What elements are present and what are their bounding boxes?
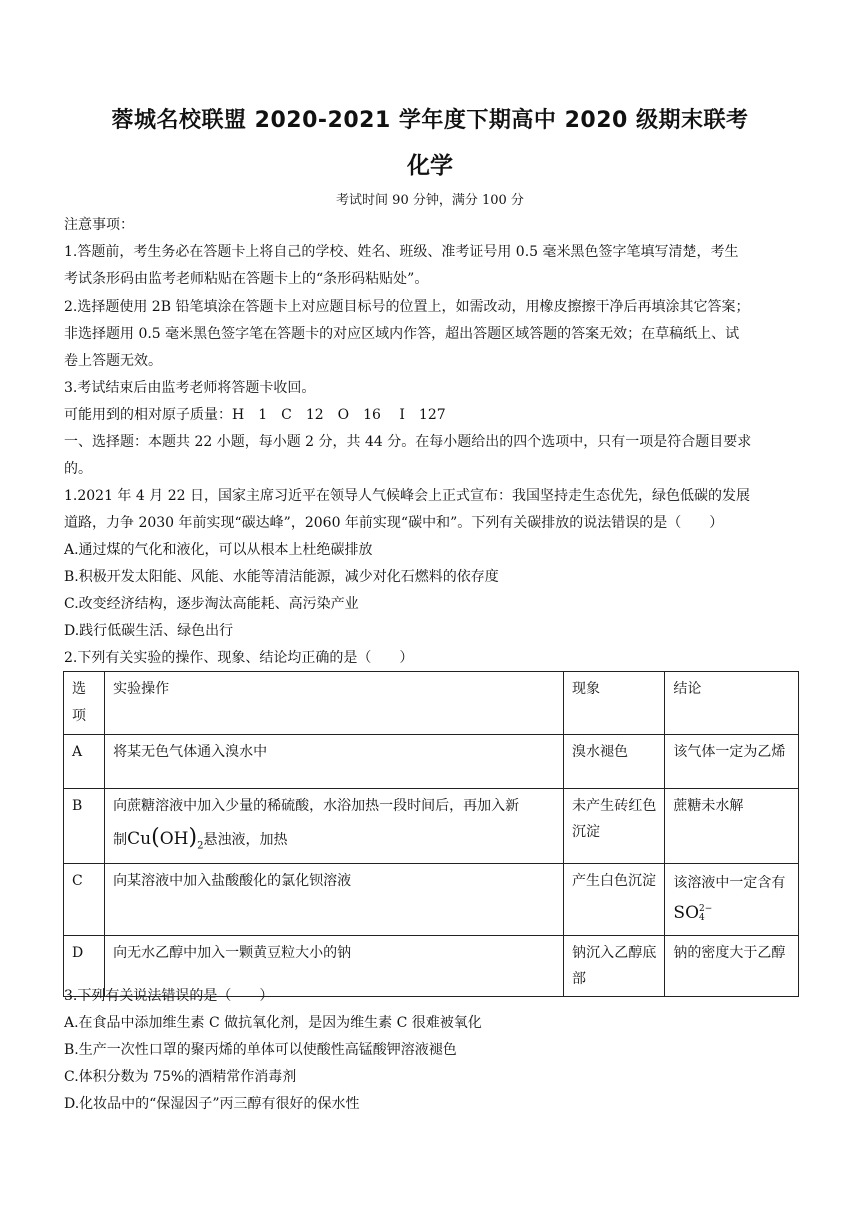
row-b-operation-line-1: 向蔗糖溶液中加入少量的稀硫酸，水浴加热一段时间后，再加入新 <box>113 798 520 814</box>
row-b-operation <box>105 789 564 864</box>
formula-sub: 2 <box>197 840 204 852</box>
row-d-option: D <box>64 936 105 997</box>
subject-title: 化学 <box>407 153 453 179</box>
cu-oh2-formula: $Cu(OH)_2$ <box>127 825 204 852</box>
ion-subscript: 4 <box>699 912 705 923</box>
row-c-option: C <box>64 864 105 936</box>
q1-option-b: B.积极开发太阳能、风能、水能等清洁能源，减少对化石燃料的依存度 <box>64 569 499 585</box>
table-row <box>64 789 799 864</box>
header-phenomenon: 现象 <box>564 672 665 735</box>
row-a-operation: 将某无色气体通入溴水中 <box>105 735 564 789</box>
note-2-line-1: 2.选择题使用 2B 铅笔填涂在答题卡上对应题目标号的位置上，如需改动，用橡皮擦擦干净后再填涂其它答案； <box>64 299 750 315</box>
row-c-conclusion-text: 该溶液中一定含有 <box>673 875 786 892</box>
row-c-operation: 向某溶液中加入盐酸酸化的氯化钡溶液 <box>105 864 564 936</box>
atomic-masses: 可能用到的相对原子质量：H 1 C 12 O 16 I 127 <box>64 407 446 423</box>
table-row <box>64 864 799 936</box>
note-3: 3.考试结束后由监考老师将答题卡收回。 <box>64 380 316 396</box>
note-1-line-1: 1.答题前，考生务必在答题卡上将自己的学校、姓名、班级、准考证号用 0.5 毫米黑色签字笔填写清楚，考生 <box>64 244 739 260</box>
formula-oh: OH <box>159 829 189 849</box>
q2-stem: 2.下列有关实验的操作、现象、结论均正确的是（ ） <box>64 650 414 666</box>
note-1-line-2: 考试条形码由监考老师粘贴在答题卡上的“条形码粘贴处”。 <box>64 271 429 287</box>
row-b-phenomenon: 未产生砖红色沉淀 <box>564 789 665 864</box>
row-a-phenomenon: 溴水褪色 <box>564 735 665 789</box>
header-operation: 实验操作 <box>105 672 564 735</box>
row-d-phenomenon: 钠沉入乙醇底部 <box>564 936 665 997</box>
q1-stem-line-1: 1.2021 年 4 月 22 日，国家主席习近平在领导人气候峰会上正式宣布：我国坚持走生态优先，绿色低碳的发展 <box>64 488 750 504</box>
table-row <box>64 735 799 789</box>
q1-option-a: A.通过煤的气化和液化，可以从根本上杜绝碳排放 <box>64 542 373 558</box>
ion-charge: 2− <box>699 903 713 914</box>
note-2-line-2: 非选择题用 0.5 毫米黑色签字笔在答题卡的对应区域内作答，超出答题区域答题的答案无效；在草稿纸上、试 <box>64 326 740 342</box>
sulfate-ion <box>673 903 712 923</box>
q2-experiment-table <box>63 671 799 997</box>
row-b-operation-post: 悬浊液，加热 <box>203 832 288 848</box>
notes-heading: 注意事项： <box>64 217 134 233</box>
header-conclusion: 结论 <box>665 672 799 735</box>
row-b-option: B <box>64 789 105 864</box>
q3-option-a: A.在食品中添加维生素 C 做抗氧化剂，是因为维生素 C 很难被氧化 <box>64 1015 482 1031</box>
q1-option-c: C.改变经济结构，逐步淘汰高能耗、高污染产业 <box>64 596 359 612</box>
header-option: 选项 <box>64 672 105 735</box>
q1-option-d: D.践行低碳生活、绿色出行 <box>64 623 234 639</box>
exam-title: 蓉城名校联盟 2020-2021 学年度下期高中 2020 级期末联考 <box>111 108 749 133</box>
q1-stem-line-2: 道路，力争 2030 年前实现“碳达峰”，2060 年前实现“碳中和”。下列有关碳排放的说法错误的是（ ） <box>64 515 724 531</box>
row-b-conclusion: 蔗糖未水解 <box>665 789 799 864</box>
note-2-line-3: 卷上答题无效。 <box>64 353 162 369</box>
q3-stem: 3.下列有关说法错误的是（ ） <box>64 988 274 1004</box>
section-1-line-1: 一、选择题：本题共 22 小题，每小题 2 分，共 44 分。在每小题给出的四个选项中，只有一项是符合题目要求 <box>64 434 752 450</box>
q3-option-c: C.体积分数为 75%的酒精常作消毒剂 <box>64 1069 297 1085</box>
ion-symbol: SO <box>673 903 700 924</box>
row-b-operation-pre: 制 <box>113 832 128 848</box>
table-header-row <box>64 672 799 735</box>
row-c-phenomenon: 产生白色沉淀 <box>564 864 665 936</box>
q3-option-d: D.化妆品中的“保湿因子”丙三醇有很好的保水性 <box>64 1096 360 1112</box>
row-a-option: A <box>64 735 105 789</box>
row-c-conclusion <box>665 864 799 936</box>
formula-cu: Cu <box>127 829 152 849</box>
row-d-conclusion: 钠的密度大于乙醇 <box>665 936 799 997</box>
section-1-line-2: 的。 <box>64 461 92 477</box>
row-d-operation: 向无水乙醇中加入一颗黄豆粒大小的钠 <box>105 936 564 997</box>
row-b-operation-line-2 <box>113 825 555 859</box>
exam-info: 考试时间 90 分钟，满分 100 分 <box>336 193 524 208</box>
q3-option-b: B.生产一次性口罩的聚丙烯的单体可以使酸性高锰酸钾溶液褪色 <box>64 1042 457 1058</box>
row-a-conclusion: 该气体一定为乙烯 <box>665 735 799 789</box>
